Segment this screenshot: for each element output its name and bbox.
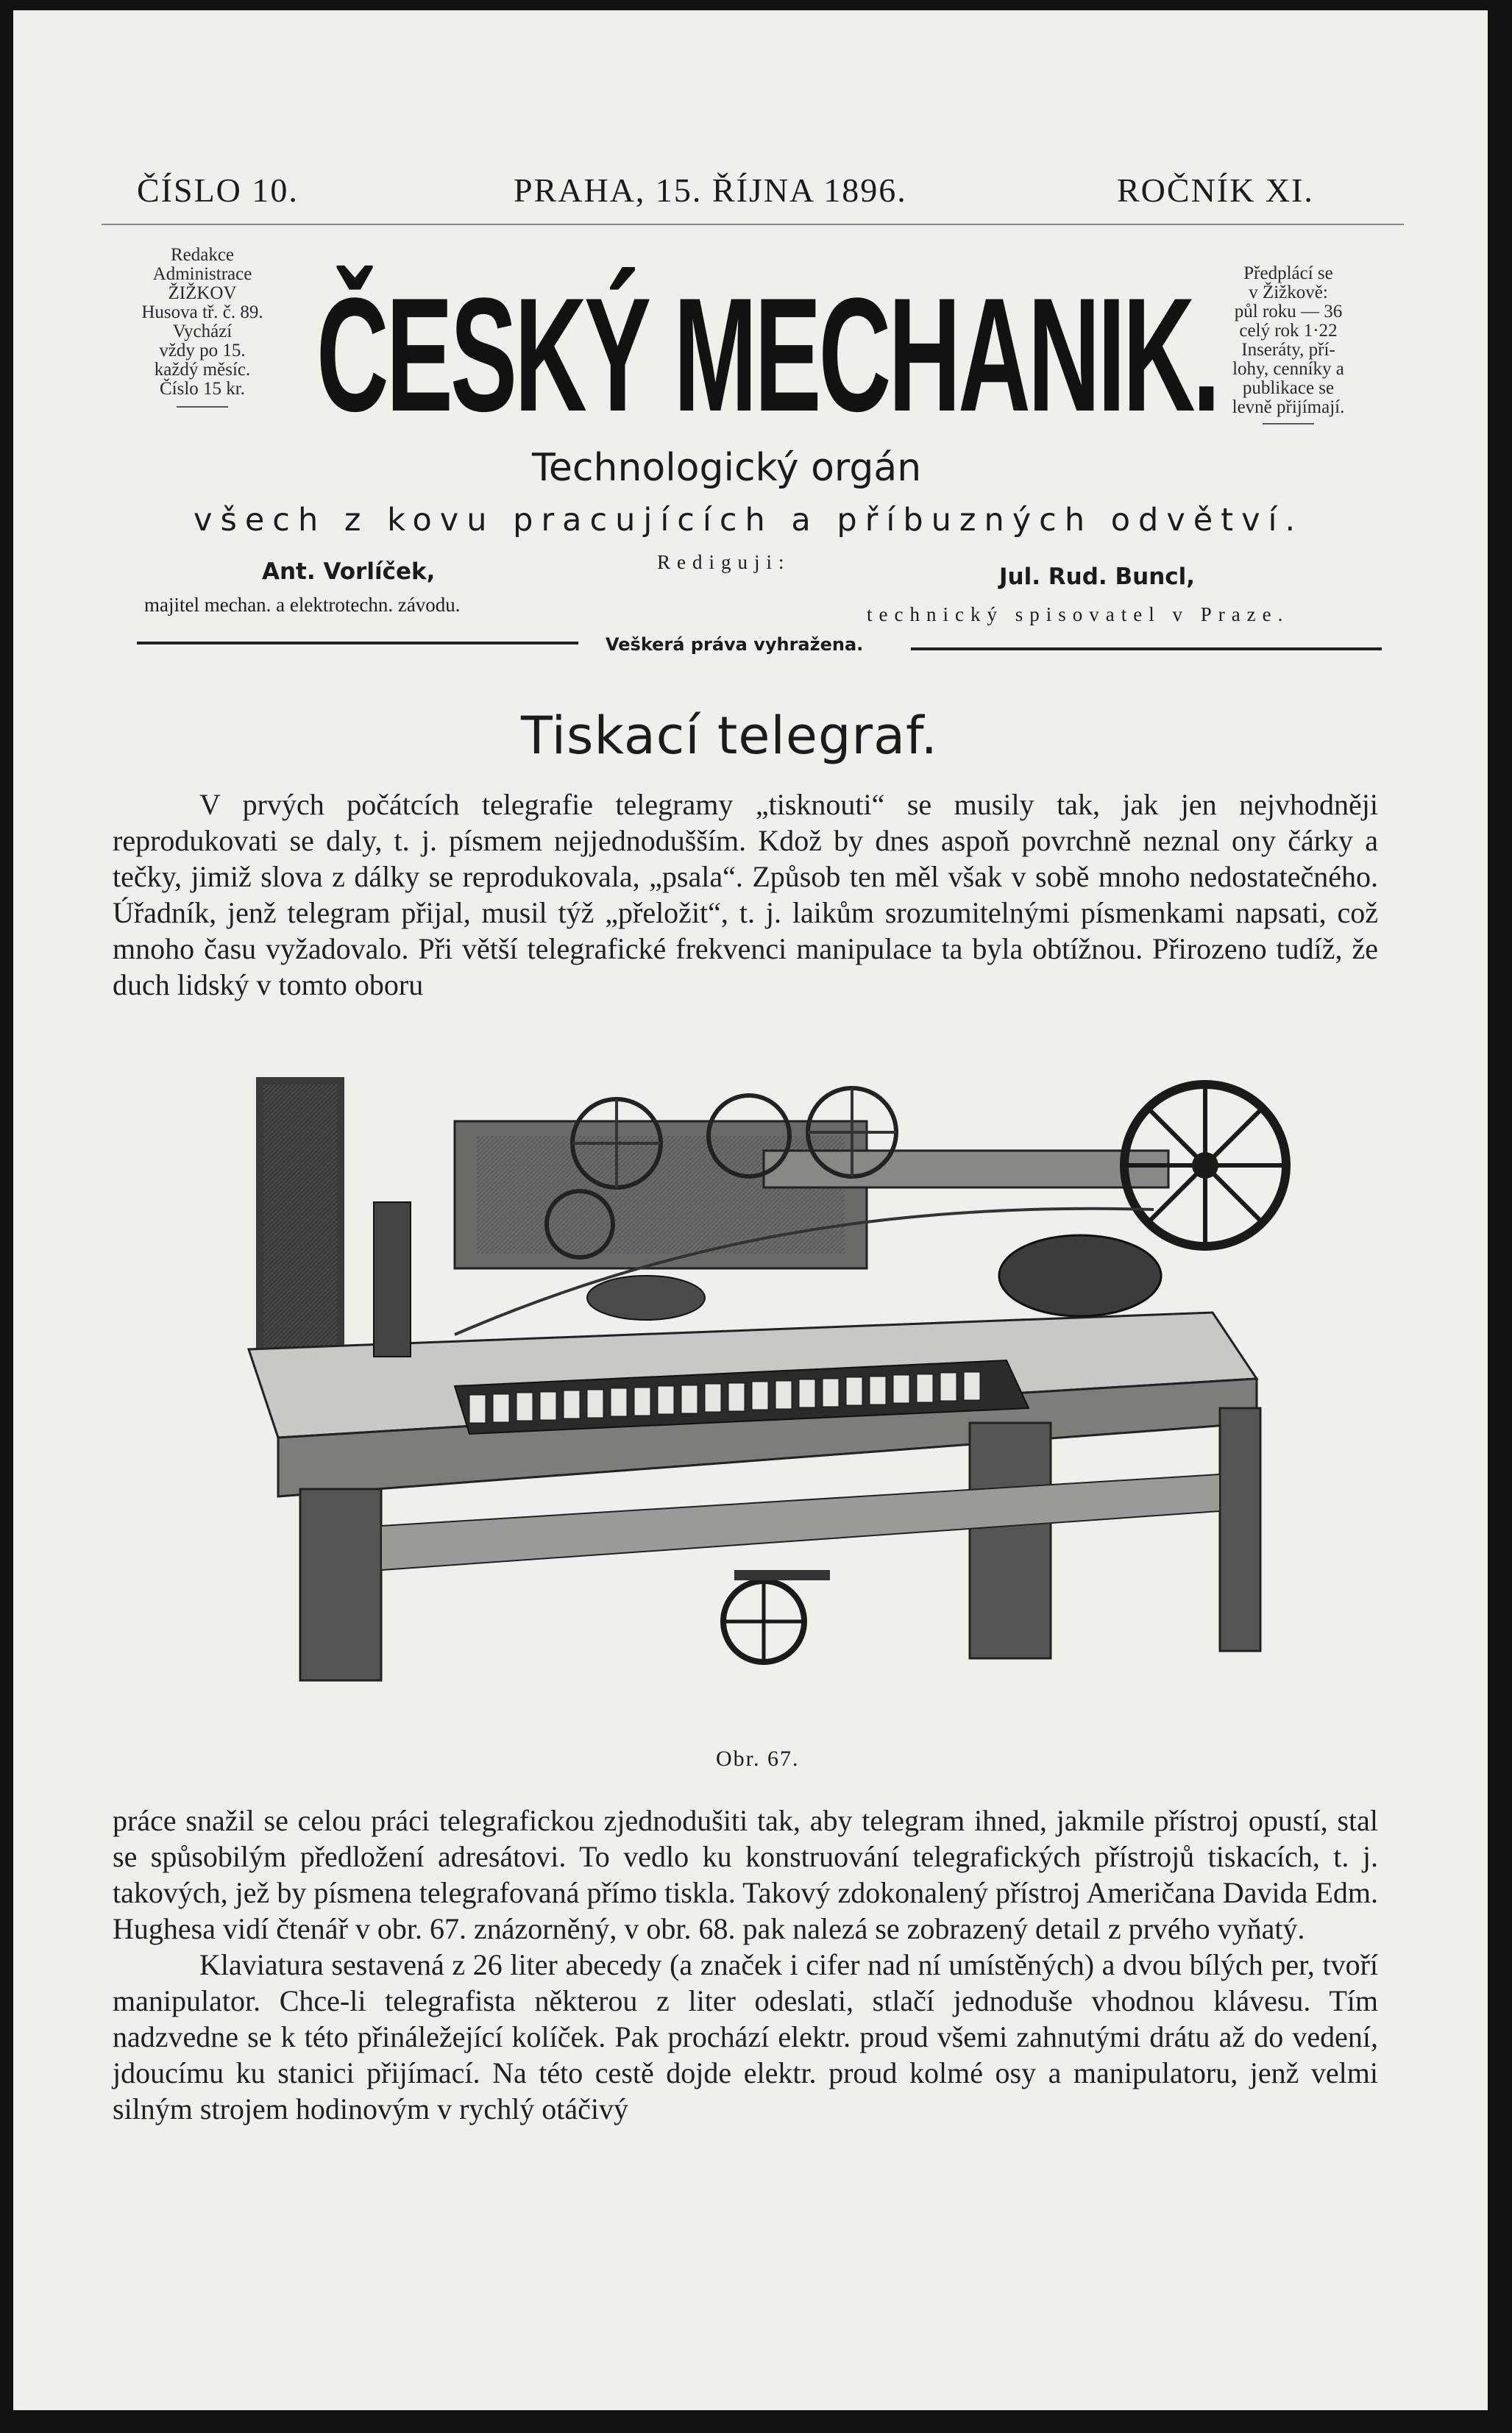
paragraph-text: práce snažil se celou práci telegrafickou zjednodušiti tak, aby telegram ihned, jakmile přístroj opustí, stal se spůsobilým předložení adresátovi. To vedlo ku konstruování telegrafických přístrojů tiskacích, t. j. takových, jež by písmena telegrafovaná přímo tiskla. Takový zdokonalený přístroj Američana Davida Edm. Hughesa vidí čtenář v obr. 67. znázorněný, v obr. 68. pak nalezá se zobrazený detail z prvého vyňatý. xyxy=(113,1804,1378,1945)
article-title: Tiskací telegraf. xyxy=(521,706,938,766)
paragraph-text: V prvých počátcích telegrafie telegramy „tisknouti“ se musily tak, jak jen nejvhodněji reprodukovati se daly, t. j. písmem nejjednodušším. Kdož by dnes aspoň povrchně neznal ony čárky a tečky, jimiž slova z dálky se reprodukovala, „psala“. Způsob ten měl však v sobě mnoho nedostatečného. Úřadník, jenž telegram přijal, musil týž „přeložit“, t. j. laikům srozumitelnými písmenkami napsati, což mnoho času vyžadovalo. Při větší telegrafické frekvenci manipulace ta byla obtížnou. Přirozeno tudíž, že duch lidský v tomto oboru xyxy=(113,788,1378,1001)
table-leg-right xyxy=(1220,1408,1260,1651)
right-info-line: publikace se xyxy=(1242,378,1335,398)
editor-left-name: Ant. Vorlíček, xyxy=(262,558,436,585)
rights-rule-left xyxy=(137,642,578,644)
article-paragraph-1 xyxy=(113,786,1378,1003)
volume-number: ROČNÍK XI. xyxy=(1117,171,1314,209)
left-box-rule xyxy=(177,406,228,408)
right-info-line: levně přijímají. xyxy=(1232,397,1345,417)
newspaper-subtitle: Technologický orgán xyxy=(532,446,922,490)
right-info-line: v Žižkově: xyxy=(1249,283,1328,302)
left-info-line: Husova tř. č. 89. xyxy=(141,302,263,322)
left-info-line: Redakce xyxy=(170,245,235,265)
table-leg-middle xyxy=(970,1423,1051,1658)
newspaper-page xyxy=(13,10,1488,2410)
lever-post xyxy=(374,1202,411,1357)
right-info-line: Inseráty, pří- xyxy=(1241,340,1335,360)
right-info-line: Předplácí se xyxy=(1243,263,1333,283)
telegraph-illustration xyxy=(234,1055,1382,1702)
editor-right-name: Jul. Rud. Buncl, xyxy=(999,564,1196,590)
right-info-box xyxy=(1189,264,1388,425)
right-box-rule xyxy=(1263,423,1314,425)
rights-rule-right xyxy=(911,647,1382,650)
masthead-rule xyxy=(102,224,1404,225)
editor-right-role: technický spisovatel v Praze. xyxy=(867,603,1290,625)
issue-number: ČÍSLO 10. xyxy=(137,171,299,209)
editor-left-role: majitel mechan. a elektrotechn. závodu. xyxy=(144,594,461,616)
editors-heading: Rediguji: xyxy=(657,551,791,573)
type-disc xyxy=(999,1235,1161,1316)
left-info-line: vždy po 15. xyxy=(159,341,246,360)
left-info-line: každý měsíc. xyxy=(154,360,251,380)
right-info-line: celý rok 1·22 xyxy=(1239,321,1338,341)
left-info-line: Číslo 15 kr. xyxy=(160,379,245,399)
paragraph-text: Klaviatura sestavená z 26 liter abecedy (a značek i cifer nad ní umístěných) a dvou bílých per, tvoří manipulator. Chce-li telegrafista některou z liter odeslati, stlačí jednoduše vhodnou klávesu. Tím nadzvedne se k této přináležející kolíček. Pak prochází elektr. proud všemi zahnutými drátu až do vedení, jdoucímu ku stanici přijímací. Na této cestě dojde elektr. proud kolmé osy a manipulatoru, jenž velmi silným strojem hodinovým v rychlý otáčivý xyxy=(113,1948,1378,2125)
newspaper-title: ČESKÝ MECHANIK. xyxy=(316,264,1218,445)
article-paragraph-2 xyxy=(113,1802,1378,2127)
rights-notice: Veškerá práva vyhražena. xyxy=(606,634,864,655)
left-info-line: ŽIŽKOV xyxy=(168,283,237,303)
telegraph-machine-drawing xyxy=(234,1055,1382,1702)
place-date: PRAHA, 15. ŘÍJNA 1896. xyxy=(514,171,907,209)
right-info-line: lohy, cenníky a xyxy=(1232,359,1344,379)
left-info-line: Administrace xyxy=(152,264,252,284)
figure-caption: Obr. 67. xyxy=(716,1747,800,1771)
left-info-box xyxy=(110,246,294,408)
newspaper-tagline: všech z kovu pracujících a příbuzných odvětví. xyxy=(194,502,1304,539)
right-info-line: půl roku — 36 xyxy=(1234,302,1343,322)
left-info-line: Vychází xyxy=(172,322,233,341)
